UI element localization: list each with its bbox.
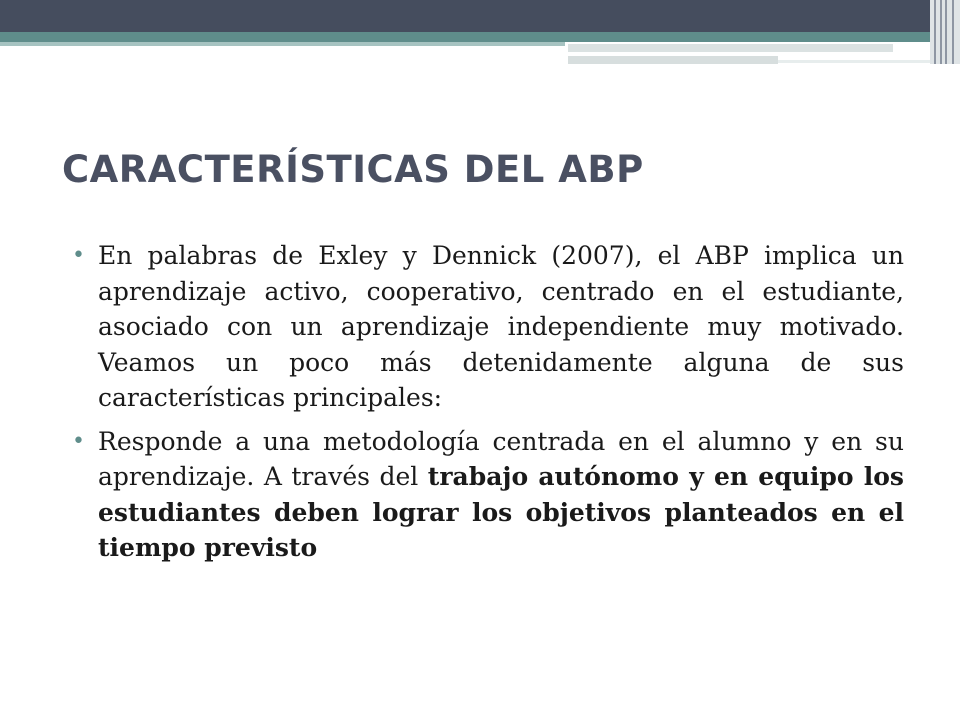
- header-accent-light: [0, 42, 565, 46]
- header-decor-bar: [778, 60, 930, 63]
- list-item: [72, 238, 904, 416]
- bullet-list: [72, 238, 904, 574]
- header-stripes: [930, 0, 960, 64]
- slide-title: CARACTERÍSTICAS DEL ABP: [62, 148, 644, 191]
- bullet-icon: •: [72, 243, 85, 268]
- bullet-text: Responde a una metodología centrada en el alumno y en su aprendizaje. A través del: [98, 426, 904, 491]
- header-decor-bar: [568, 44, 893, 52]
- bullet-emphasis-text: trabajo autónomo y en equipo los estudiantes deben lograr los objetivos planteados en el tiempo previsto: [98, 462, 905, 562]
- list-item: [72, 424, 904, 566]
- header-accent-band: [0, 32, 930, 42]
- bullet-icon: •: [72, 428, 85, 454]
- header-band: [0, 0, 960, 32]
- header-decor-line: [568, 53, 888, 55]
- bullet-text: En palabras de Exley y Dennick (2007), el ABP implica un aprendizaje activo, cooperativo, centrado en el estudiante, asociado con un aprendizaje independiente muy motivado. Veamos un poco más detenidamente alguna de sus características principales:: [98, 241, 904, 412]
- header-decor-bar: [568, 56, 778, 64]
